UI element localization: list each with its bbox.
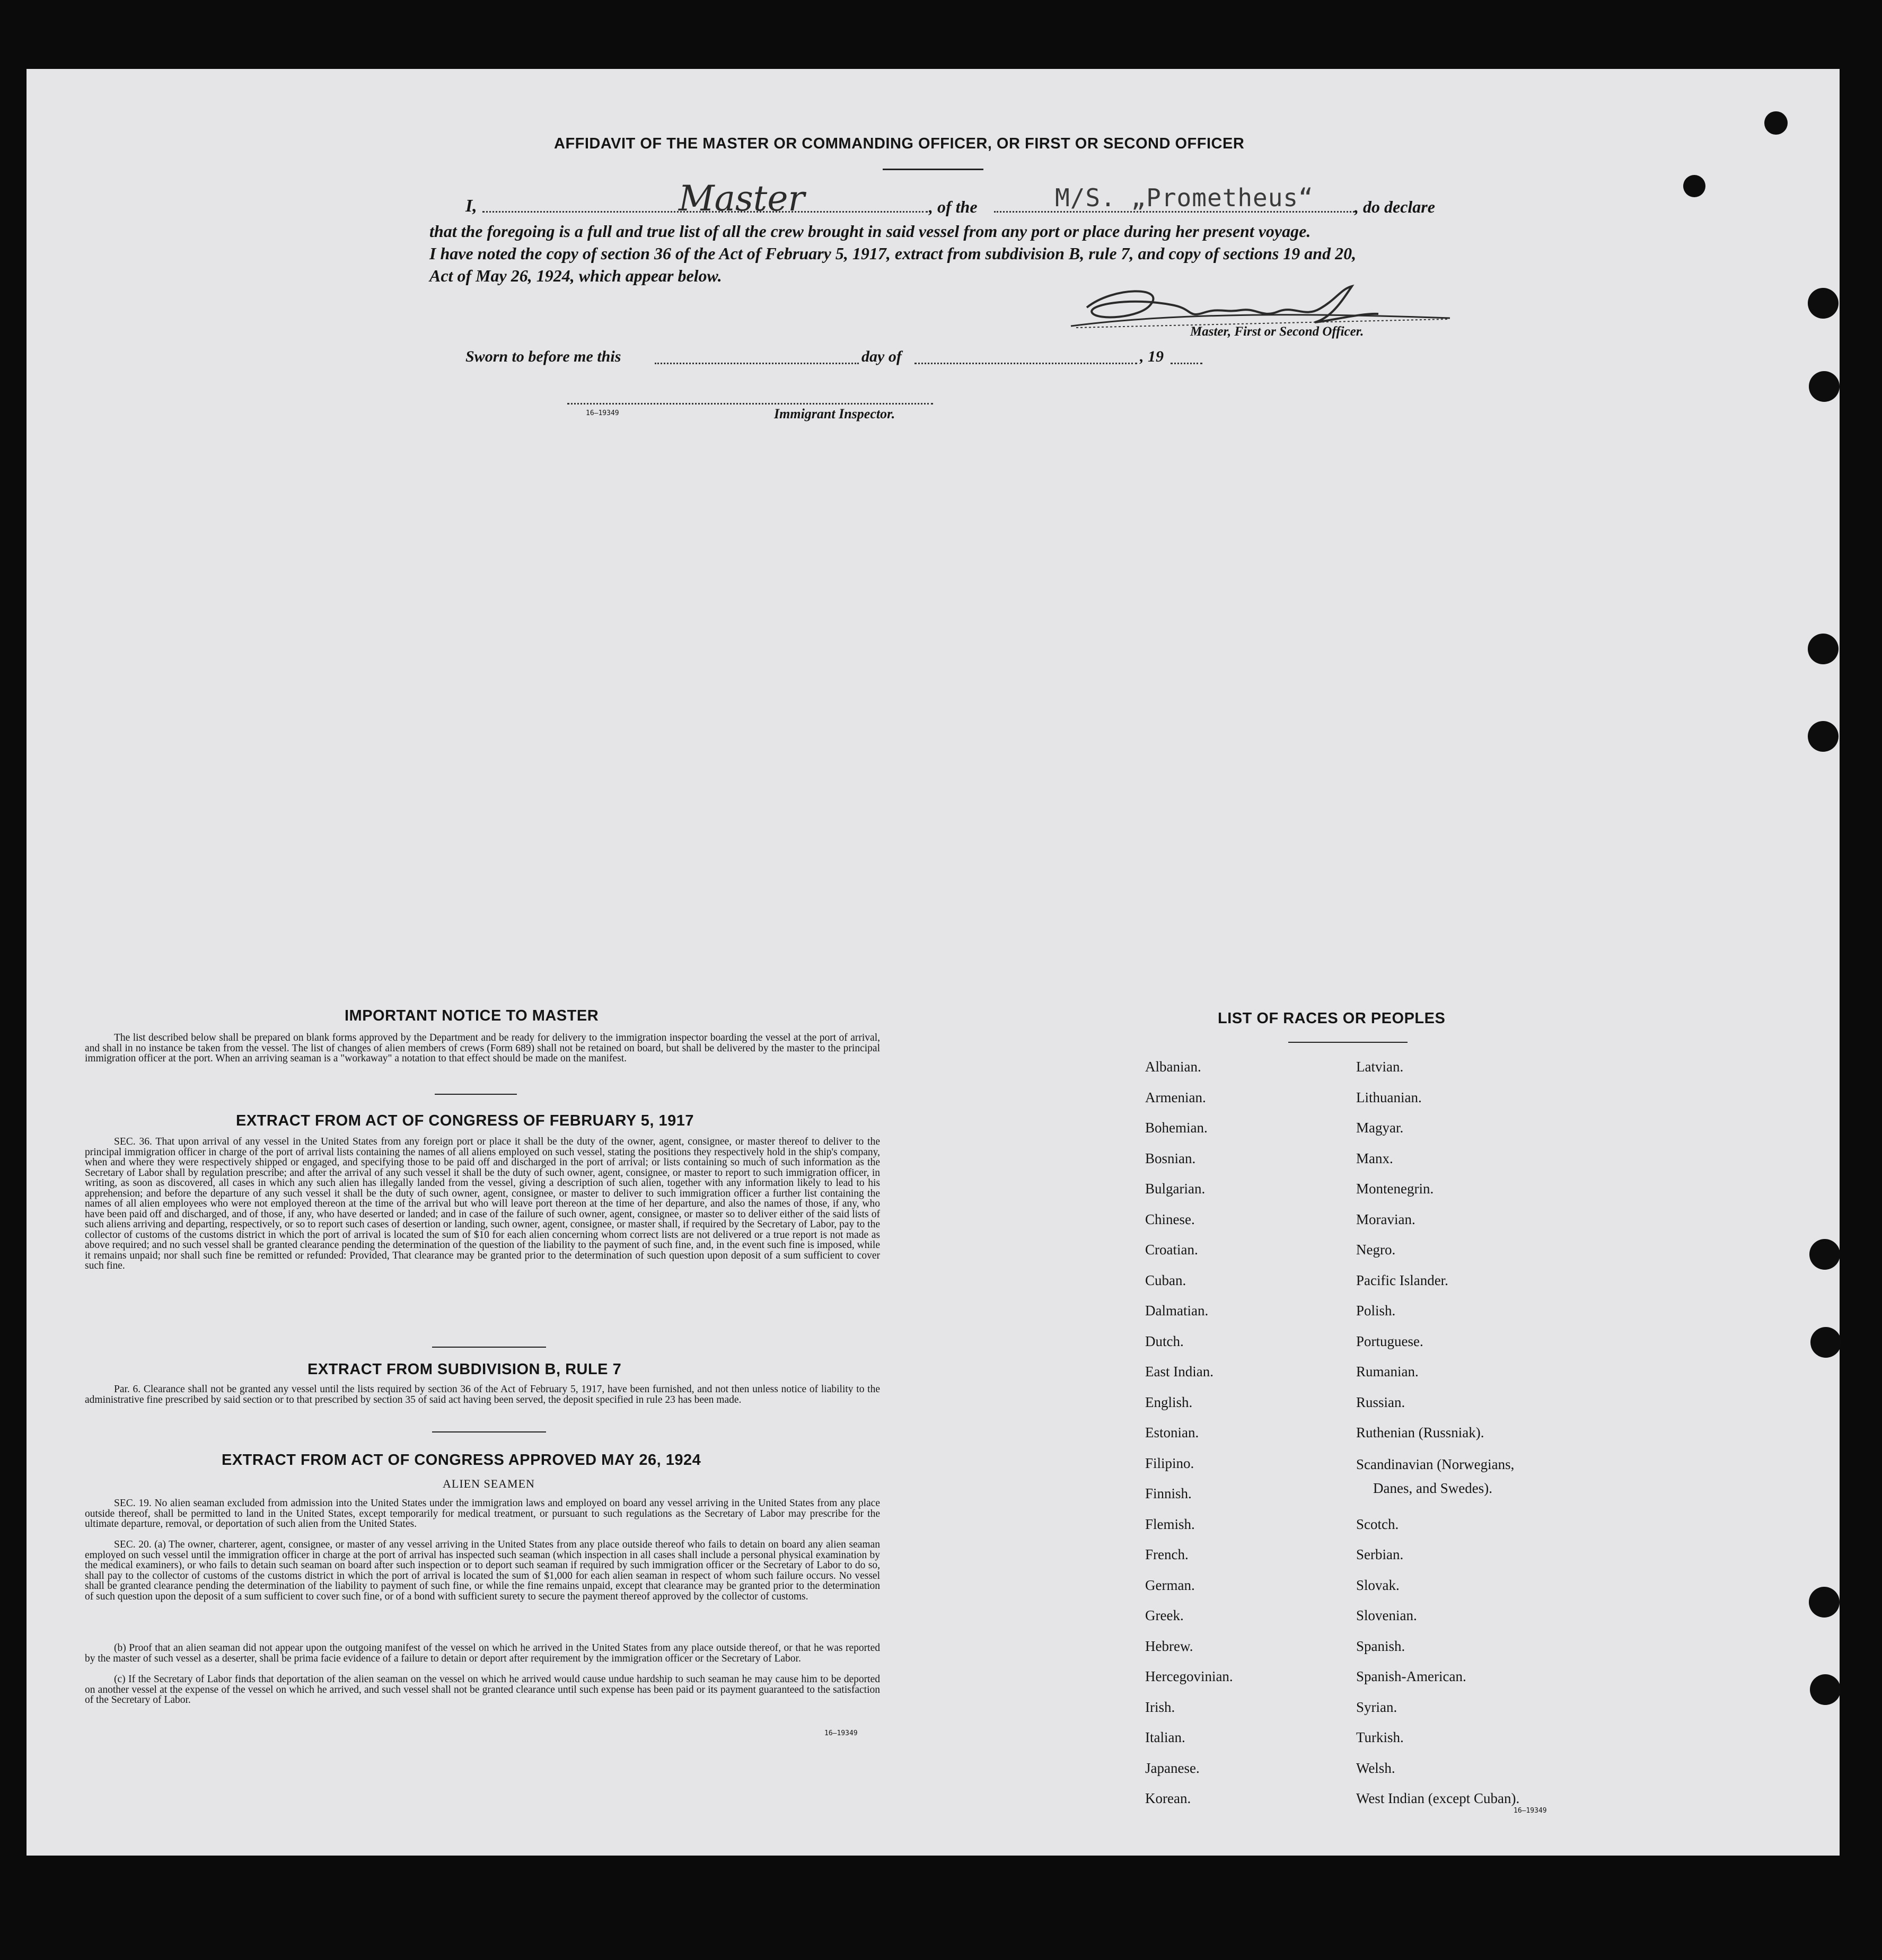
race-left-item: Greek. [1145,1607,1184,1623]
punch-hole [1809,371,1840,402]
notice-rule [435,1094,517,1095]
affidavit-title: AFFIDAVIT OF THE MASTER OR COMMANDING OFFICER, OR FIRST OR SECOND OFFICER [554,135,1245,152]
race-right-item: West Indian (except Cuban). [1356,1790,1520,1806]
sworn-year: , 19 [1140,348,1164,365]
race-right-item: Slovenian. [1356,1607,1417,1623]
alien-seamen-subtitle: ALIEN SEAMEN [443,1477,535,1490]
punch-hole [1808,721,1839,752]
race-right-item: Scandinavian (Norwegians, [1356,1456,1515,1472]
race-right-item: Spanish. [1356,1638,1405,1654]
punch-hole [1683,175,1705,197]
sworn-day-of: day of [861,348,902,365]
race-left-item: English. [1145,1394,1193,1410]
race-left-item: Irish. [1145,1699,1175,1715]
extract-1924-title: EXTRACT FROM ACT OF CONGRESS APPROVED MAY 26, 1924 [222,1452,701,1469]
race-left-item: Japanese. [1145,1760,1200,1776]
signature-label: Master, First or Second Officer. [1190,324,1364,339]
race-right-item: Magyar. [1356,1120,1404,1136]
punch-hole [1810,1327,1841,1358]
race-left-item: French. [1145,1546,1189,1562]
race-left-item: Bohemian. [1145,1120,1208,1136]
race-left-item: Croatian. [1145,1242,1198,1258]
notice-text: The list described below shall be prepared on blank forms approved by the Department and be ready for delivery to the immigration inspector boarding the vessel at the port of arrival, and shall in no instance be taken from the vessel. The list of changes of alien members of crews (Form 689) shall not be retained on board, but shall be delivered by the master to the principal immigration officer at the port. When an arriving seaman is a "workaway" a notation to that effect should be made on the manifest. [85,1032,880,1064]
races-rule [1288,1042,1408,1043]
punch-hole [1809,1587,1840,1618]
punch-hole [1810,1674,1841,1705]
race-left-item: Korean. [1145,1790,1191,1806]
notice-title: IMPORTANT NOTICE TO MASTER [345,1007,599,1024]
race-right-item: Latvian. [1356,1059,1404,1075]
race-right-item: Rumanian. [1356,1364,1419,1379]
affidavit-line-3: I have noted the copy of section 36 of the Act of February 5, 1917, extract from subdivision B, rule 7, and copy of sections 19 and 20, [429,244,1357,263]
sworn-year-line [1171,363,1202,364]
extract-1917-title: EXTRACT FROM ACT OF CONGRESS OF FEBRUARY 5, 1917 [236,1112,694,1129]
race-left-item: Hercegovinian. [1145,1668,1233,1684]
affidavit-line-2: that the foregoing is a full and true list of all the crew brought in said vessel from any port or place during her present voyage. [429,222,1311,241]
extract-1917-rule [432,1347,546,1348]
race-left-item: Chinese. [1145,1211,1195,1227]
race-right-item: Moravian. [1356,1211,1415,1227]
declare-text: , do declare [1355,197,1435,216]
race-left-item: Albanian. [1145,1059,1201,1075]
punch-hole [1808,288,1839,319]
race-right-item: Russian. [1356,1394,1405,1410]
race-right-item: Slovak. [1356,1577,1400,1593]
race-left-item: Bosnian. [1145,1150,1196,1166]
race-left-item: Armenian. [1145,1089,1206,1105]
race-left-item: Flemish. [1145,1516,1195,1532]
rule7-rule [432,1431,546,1432]
race-left-item: Bulgarian. [1145,1181,1206,1197]
race-right-item: Polish. [1356,1303,1396,1319]
race-scandinavian-cont: Danes, and Swedes). [1373,1480,1492,1496]
title-rule [883,169,983,170]
sworn-date-line [655,363,859,364]
race-left-item: Finnish. [1145,1486,1192,1501]
race-right-item: Portuguese. [1356,1333,1423,1349]
race-left-item: Dutch. [1145,1333,1184,1349]
rule7-title: EXTRACT FROM SUBDIVISION B, RULE 7 [307,1361,622,1378]
inspector-signature-line [567,403,933,405]
races-form-number: 16—19349 [1514,1807,1547,1815]
of-the-text: , of the [929,197,978,216]
race-right-item: Ruthenian (Russniak). [1356,1425,1484,1440]
race-left-item: Filipino. [1145,1455,1194,1471]
race-left-item: Italian. [1145,1729,1185,1745]
affidavit-form-number: 16—19349 [586,409,619,417]
punch-hole [1809,1239,1840,1270]
race-right-item: Manx. [1356,1150,1393,1166]
race-right-item: Montenegrin. [1356,1181,1434,1197]
race-right-item: Spanish-American. [1356,1668,1466,1684]
extract-form-number: 16—19349 [824,1729,858,1737]
sworn-month-line [914,363,1137,364]
rule7-text: Par. 6. Clearance shall not be granted any vessel until the lists required by section 36 of the Act of February 5, 1917, have been furnished, and not then unless notice of liability to the administrative fine prescribed by said section or to that prescribed by section 35 of said act having been served, the deposit specified in rule 23 has been made. [85,1384,880,1405]
race-right-item: Lithuanian. [1356,1089,1422,1105]
race-left-item: Hebrew. [1145,1638,1193,1654]
race-left-item: Dalmatian. [1145,1303,1209,1319]
sec20a-text: SEC. 20. (a) The owner, charterer, agent, consignee, or master of any vessel arriving in the United States from any place outside thereof who fails to detain on board any alien seaman employed on such vessel until the immigration officer in charge at the port of arrival has inspected such seaman (which inspection in all cases shall include a personal physical examination by the medical examiners), or who fails to detain such seaman on board after such inspection or to deport such seaman if required by such immigration officer or the Secretary of Labor to do so, shall pay to the collector of customs of the customs district in which the port of arrival is located the sum of $1,000 for each alien seaman in respect of whom such failure occurs. No vessel shall be granted clearance pending the determination of the liability to payment of such fine, or while the fine remains unpaid, except that clearance may be granted prior to the determination of such question upon the deposit of a sum sufficient to cover such fine, or of a bond with sufficient surety to secure the payment thereof approved by the collector of customs. [85,1539,880,1602]
vessel-name: M/S. „Prometheus“ [1055,183,1314,212]
sworn-prefix: Sworn to before me this [465,348,621,365]
race-right-item: Syrian. [1356,1699,1397,1715]
race-right-item: Welsh. [1356,1760,1395,1776]
sec19-text: SEC. 19. No alien seaman excluded from admission into the United States under the immigration laws and employed on board any vessel arriving in the United States from any place outside thereof, shall be permitted to land in the United States, except temporarily for medical treatment, or pursuant to such regulations as the Secretary of Labor may prescribe for the ultimate departure, removal, or deportation of such alien from the United States. [85,1498,880,1530]
affidavit-line-4: Act of May 26, 1924, which appear below. [429,266,722,285]
extract-1917-text: SEC. 36. That upon arrival of any vessel in the United States from any foreign port or place it shall be the duty of the owner, agent, consignee, or master thereof to deliver to the principal immigration officer in charge of the port of arrival lists containing the names of all aliens employed on such vessel, stating the positions they respectively hold in the ship's company, when and where they were respectively shipped or engaged, and specifying those to be paid off and discharged in the port of arrival; or lists containing so much of such information as the Secretary of Labor shall by regulation prescribe; and after the arrival of any such vessel it shall be the duty of such owner, agent, consignee, or master to report to such immigration officer, in writing, as soon as discovered, all cases in which any such alien has illegally landed from the vessel, giving a description of such alien, together with any information likely to lead to his apprehension; and before the departure of any such vessel it shall be the duty of such owner, agent, consignee, or master to deliver to such immigration officer a further list containing the names of all alien employees who were not employed thereon at the time of the arrival but who will leave port thereon at the time of her departure, and also the names of those, if any, who have been paid off and discharged, and of those, if any, who have deserted or landed; and in case of the failure of such owner, agent, consignee, or master so to deliver either of the said lists of such aliens arriving and departing, respectively, or so to report such cases of desertion or landing, such owner, agent, consignee, or master shall, if required by the Secretary of Labor, pay to the collector of customs of the customs district in which the port of arrival is located the sum of $10 for each alien concerning whom correct lists are not delivered or a true report is not made as above required; and no such vessel shall be granted clearance pending the determination of the question of the liability to the payment of such fine, and, in the event such fine is imposed, while it remains unpaid; nor shall such fine be remitted or refunded: Provided, That clearance may be granted prior to the determination of such question upon deposit of a sum sufficient to cover such fine. [85,1136,880,1271]
race-right-item: Scotch. [1356,1516,1399,1532]
race-right-item: Turkish. [1356,1729,1404,1745]
race-left-item: Cuban. [1145,1272,1186,1288]
race-right-item: Serbian. [1356,1546,1404,1562]
sec20c-text: (c) If the Secretary of Labor finds that deportation of the alien seaman on the vessel on which he arrived would cause undue hardship to such seaman he may cause him to be deported on another vessel at the expense of the vessel on which he arrived, and such vessel shall not be granted clearance until such expense has been paid or its payment guaranteed to the satisfaction of the Secretary of Labor. [85,1674,880,1706]
inspector-label: Immigrant Inspector. [774,406,895,421]
race-left-item: East Indian. [1145,1364,1213,1379]
race-left-item: German. [1145,1577,1195,1593]
sec20b-text: (b) Proof that an alien seaman did not appear upon the outgoing manifest of the vessel on which he arrived in the United States from any place outside thereof, or that he was reported by the master of such vessel as a deserter, shall be prima facie evidence of a failure to detain or deport after requirement by the immigration officer or the Secretary of Labor. [85,1642,880,1664]
race-right-item: Pacific Islander. [1356,1272,1448,1288]
officer-handwritten: Master [679,178,805,219]
punch-hole [1808,634,1839,664]
race-right-item: Negro. [1356,1242,1396,1258]
affidavit-i: I, [465,196,477,216]
punch-hole [1764,111,1788,135]
races-title: LIST OF RACES OR PEOPLES [1218,1010,1446,1027]
race-left-item: Estonian. [1145,1425,1199,1440]
